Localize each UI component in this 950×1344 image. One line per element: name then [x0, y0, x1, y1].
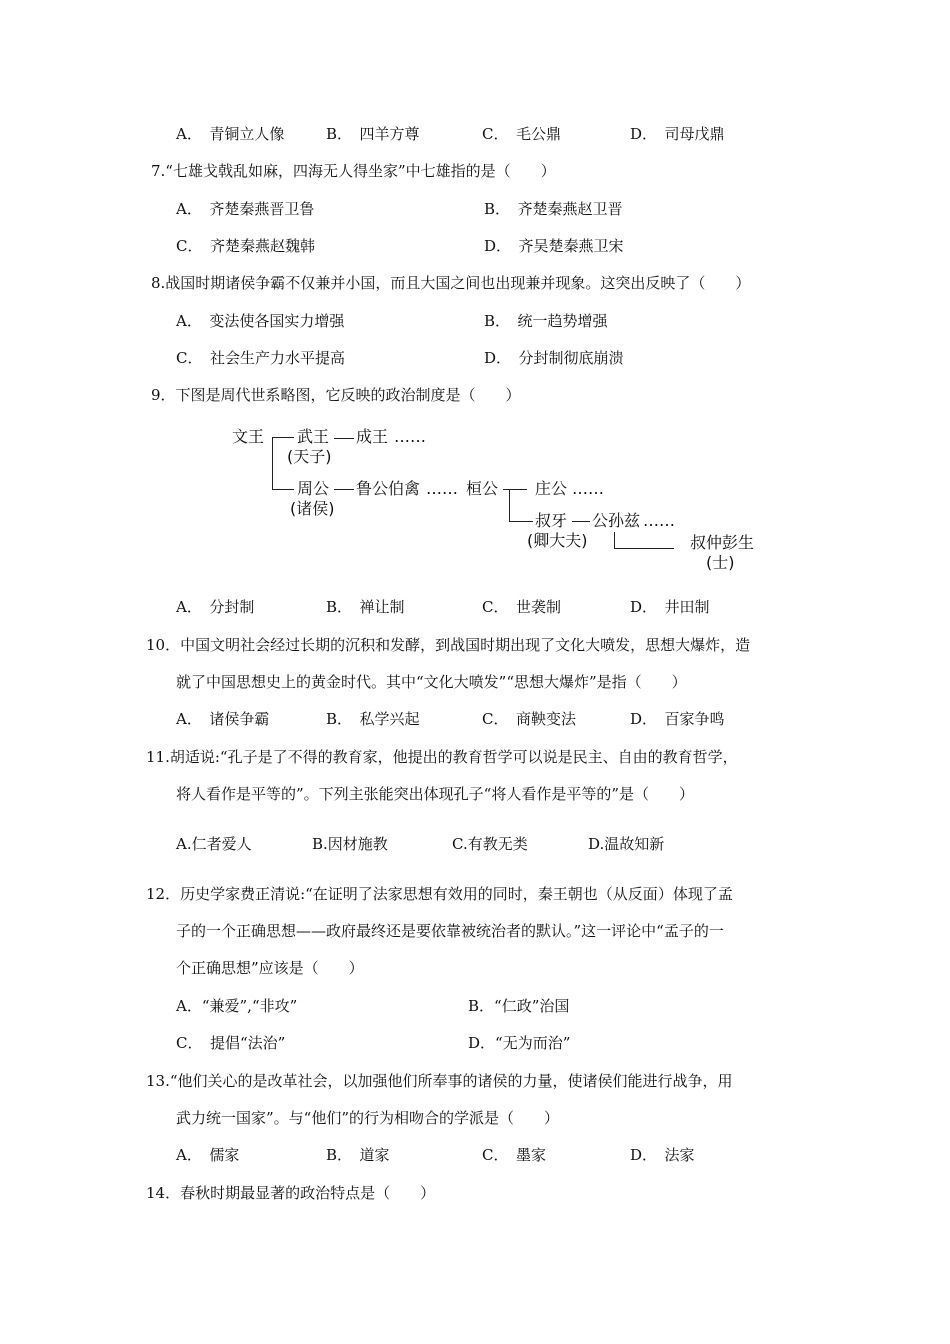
q12-stem-line2: 子的一个正确思想——政府最终还是要依靠被统治者的默认。”这一评论中“孟子的一: [176, 922, 724, 940]
q12-stem-line3: 个正确思想”应该是（ ）: [176, 959, 364, 977]
q11-stem-line1: 11.胡适说:“孔子是了不得的教育家，他提出的教育哲学可以说是民主、自由的教育哲学，: [146, 748, 738, 766]
node-shuya: 叔牙: [535, 511, 568, 530]
q12-option-d: D．“无为而治”: [468, 1034, 571, 1052]
node-wenwang: 文王: [232, 427, 265, 446]
connector-gongsunzi-vertical: [614, 532, 615, 548]
q11-stem-line2: 将人看作是平等的”。下列主张能突出体现孔子“将人看作是平等的”是（ ）: [176, 785, 695, 803]
q9-option-b: B． 禅让制: [326, 598, 405, 616]
connector-wenwang-vertical: [272, 437, 273, 489]
q9-option-d: D． 井田制: [630, 598, 710, 616]
dots-lugong: ……: [426, 479, 458, 498]
label-qingdafu: (卿大夫): [527, 531, 588, 550]
node-chengwang: 成王: [356, 427, 389, 446]
q10-option-b: B． 私学兴起: [326, 710, 420, 728]
node-zhuanggong: 庄公: [535, 479, 568, 498]
q12-stem-line1: 12．历史学家费正清说:“在证明了法家思想有效用的同时，秦王朝也（从反面）体现了孟: [146, 885, 733, 903]
q7-option-d: D． 齐吴楚秦燕卫宋: [484, 237, 624, 255]
node-lugong-boqin: 鲁公伯禽: [356, 479, 421, 498]
q7-option-a: A． 齐楚秦燕晋卫鲁: [176, 200, 315, 218]
q14-stem: 14．春秋时期最显著的政治特点是（ ）: [146, 1184, 436, 1202]
q13-stem-line2: 武力统一国家”。与“他们”的行为相吻合的学派是（ ）: [176, 1109, 560, 1127]
connector-to-shuzhong: [614, 548, 674, 549]
q13-stem-line1: 13.“他们关心的是改革社会，以加强他们所奉事的诸侯的力量，使诸侯们能进行战争，用: [146, 1072, 733, 1090]
q7-option-b: B． 齐楚秦燕赵卫晋: [484, 200, 623, 218]
connector-to-zhuanggong: [503, 489, 527, 490]
q10-option-a: A． 诸侯争霸: [176, 710, 270, 728]
connector-to-wuwang: [272, 437, 294, 438]
node-zhougong: 周公: [297, 479, 330, 498]
q13-option-c: C． 墨家: [482, 1146, 546, 1164]
q8-option-a: A． 变法使各国实力增强: [176, 312, 345, 330]
q11-option-b: B.因材施教: [312, 835, 388, 853]
connector-shuya-gongsunzi: [572, 521, 590, 522]
q8-stem: 8.战国时期诸侯争霸不仅兼并小国，而且大国之间也出现兼并现象。这突出反映了（ ）: [151, 274, 751, 292]
q13-option-b: B． 道家: [326, 1146, 390, 1164]
q6-option-a: A． 青铜立人像: [176, 125, 285, 143]
connector-to-zhougong: [272, 489, 294, 490]
node-shuzhong-pengsheng: 叔仲彭生: [690, 533, 755, 552]
q6-option-d: D． 司母戊鼎: [630, 125, 725, 143]
dots-zhuanggong: ……: [572, 479, 604, 498]
node-gongsunzi: 公孙兹: [592, 511, 641, 530]
q8-option-d: D． 分封制彻底崩溃: [484, 349, 624, 367]
q9-option-a: A． 分封制: [176, 598, 255, 616]
q11-option-c: C.有教无类: [452, 835, 528, 853]
q10-option-d: D． 百家争鸣: [630, 710, 725, 728]
node-wuwang: 武王: [297, 427, 330, 446]
q6-option-b: B． 四羊方尊: [326, 125, 420, 143]
dots-gongsunzi: ……: [643, 511, 675, 530]
q6-option-c: C． 毛公鼎: [482, 125, 561, 143]
connector-zhougong-lugong: [334, 489, 354, 490]
q12-option-b: B．“仁政”治国: [468, 997, 570, 1015]
q7-stem: 7.“七雄戈戟乱如麻，四海无人得坐家”中七雄指的是（ ）: [151, 162, 556, 180]
connector-huangong-vertical: [509, 489, 510, 522]
q12-option-a: A．“兼爱”,“非攻”: [176, 997, 298, 1015]
q10-stem-line2: 就了中国思想史上的黄金时代。其中“文化大喷发”“思想大爆炸”是指（ ）: [176, 673, 687, 691]
q8-option-b: B． 统一趋势增强: [484, 312, 608, 330]
q9-stem: 9．下图是周代世系略图，它反映的政治制度是（ ）: [151, 386, 521, 404]
node-huangong: 桓公: [466, 479, 499, 498]
q10-option-c: C． 商鞅变法: [482, 710, 576, 728]
q11-option-d: D.温故知新: [588, 835, 665, 853]
dots-chengwang: ……: [394, 427, 426, 446]
q8-option-c: C． 社会生产力水平提高: [176, 349, 345, 367]
connector-wuwang-chengwang: [334, 438, 354, 439]
q13-option-d: D． 法家: [630, 1146, 695, 1164]
q12-option-c: C． 提倡“法治”: [176, 1034, 286, 1052]
label-shi: (士): [706, 553, 735, 572]
label-zhuhou: (诸侯): [290, 499, 335, 518]
q11-option-a: A.仁者爱人: [176, 835, 252, 853]
q9-option-c: C． 世袭制: [482, 598, 561, 616]
label-tianzi: (天子): [287, 447, 332, 466]
q10-stem-line1: 10．中国文明社会经过长期的沉积和发酵，到战国时期出现了文化大喷发，思想大爆炸，造: [146, 636, 751, 654]
q13-option-a: A． 儒家: [176, 1146, 240, 1164]
connector-to-shuya: [509, 521, 533, 522]
q7-option-c: C． 齐楚秦燕赵魏韩: [176, 237, 315, 255]
